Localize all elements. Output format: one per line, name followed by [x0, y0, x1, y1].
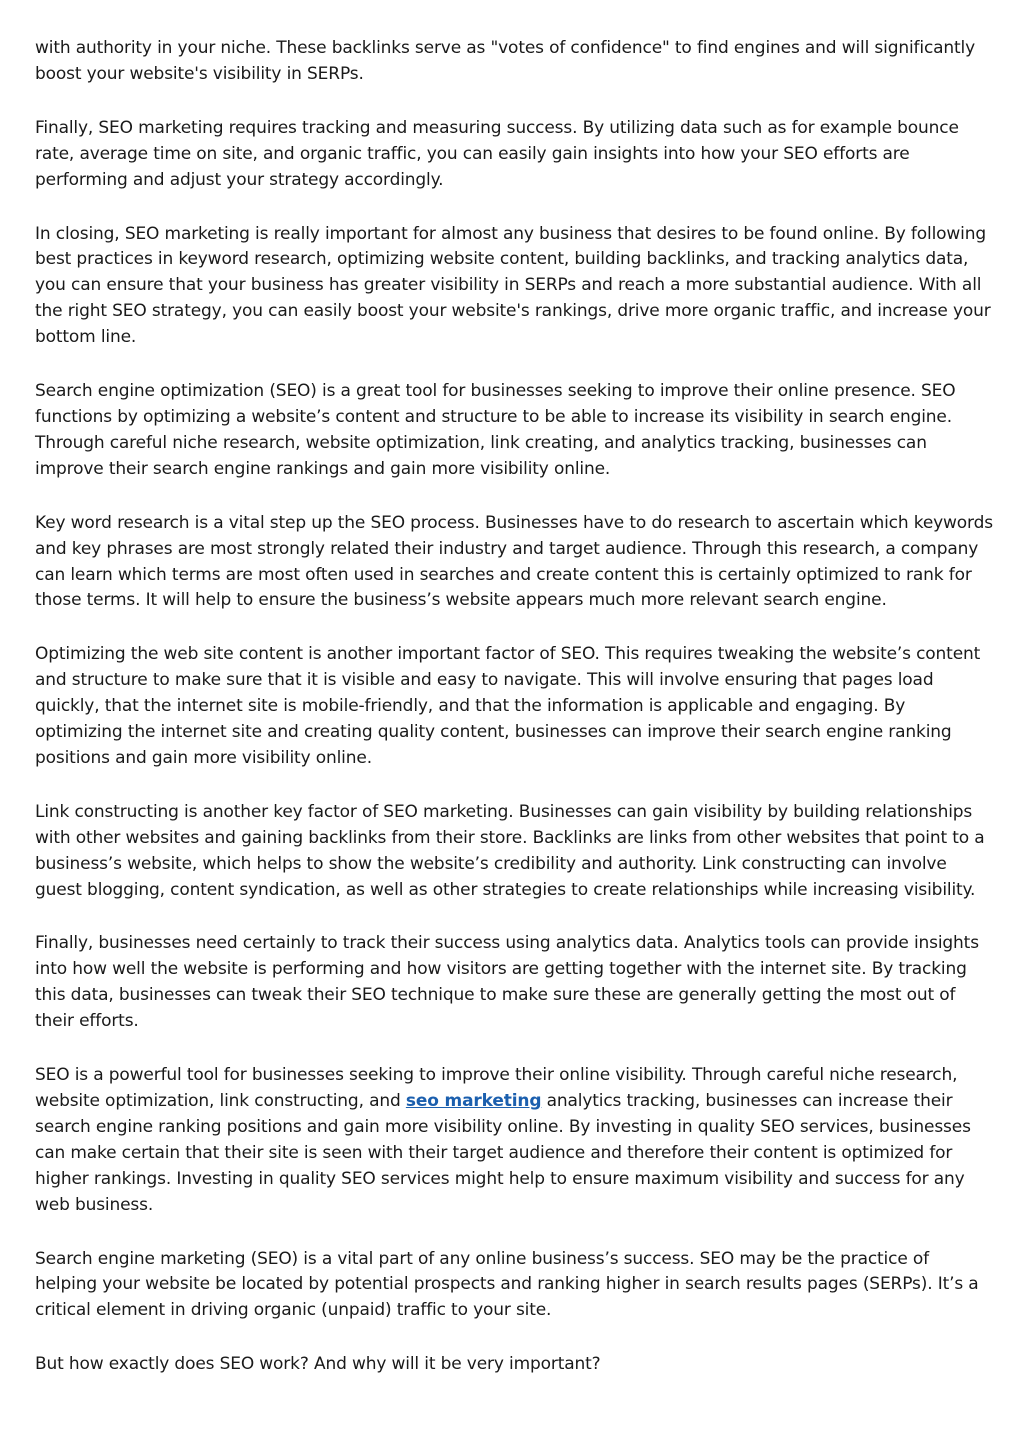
seo-marketing-link[interactable]: seo marketing: [405, 1091, 542, 1111]
paragraph-seo-services: [35, 1063, 993, 1218]
paragraph-keyword-research: Key word research is a vital step up the SEO process. Businesses have to do research to ascertain which keywords and key phrases are most strongly related their industry and target audience. Through this research, a company can learn which terms are most often used in searches and create content this is certainly optimized to rank for those terms. It will help to ensure the business’s website appears much more relevant search engine.: [35, 512, 993, 611]
paragraph-closing: In closing, SEO marketing is really important for almost any business that desires to be found online. By following best practices in keyword research, optimizing website content, building backlinks, and tracking analytics data, you can ensure that your business has greater visibility in SERPs and reach a more substantial audience. With all the right SEO strategy, you can easily boost your website's rankings, drive more organic traffic, and increase your bottom line.: [35, 223, 991, 348]
paragraph-analytics: Finally, businesses need certainly to track their success using analytics data. Analytics tools can provide insights into how well the website is performing and how visitors are getting together with the internet site. By tracking this data, businesses can tweak their SEO technique to make sure these are generally getting the most out of their efforts.: [35, 933, 979, 1032]
paragraph-content-optimization: Optimizing the web site content is another important factor of SEO. This requires tweaking the website’s content and structure to make sure that it is visible and easy to navigate. This will involve ensuring that pages load quickly, that the internet site is mobile-friendly, and that the information is applicable and engaging. By optimizing the internet site and creating quality content, businesses can improve their search engine ranking positions and gain more visibility online.: [35, 644, 981, 768]
paragraph-sem-definition: Search engine marketing (SEO) is a vital part of any online business’s success. SEO may be the practice of helping your website be located by potential prospects and ranking higher in search results pages (SERPs). It’s a critical element in driving organic (unpaid) traffic to your site.: [35, 1248, 979, 1321]
paragraph-tracking: Finally, SEO marketing requires tracking and measuring success. By utilizing data such as for example bounce rate, average time on site, and organic traffic, you can easily gain insights into how your SEO efforts are performing and adjust your strategy accordingly.: [35, 117, 959, 190]
paragraph-seo-services-before: SEO is a powerful tool for businesses seeking to improve their online visibility. Through careful niche research, website optimization, link constructing, and: [35, 1065, 958, 1111]
paragraph-seo-services-after: analytics tracking, businesses can increase their search engine ranking positions and gain more visibility online. By investing in quality SEO services, businesses can make certain that their site is seen with their target audience and therefore their content is optimized for higher rankings. Investing in quality SEO services might help to ensure maximum visibility and success for any web business.: [35, 1091, 971, 1215]
paragraph-backlinks: with authority in your niche. These backlinks serve as "votes of confidence" to find engines and will significantly boost your website's visibility in SERPs.: [35, 38, 976, 84]
paragraph-seo-intro: Search engine optimization (SEO) is a great tool for businesses seeking to improve their online presence. SEO functions by optimizing a website’s content and structure to be able to increase its visibility in search engine. Through careful niche research, website optimization, link creating, and analytics tracking, businesses can improve their search engine rankings and gain more visibility online.: [35, 381, 956, 479]
document-body: [35, 36, 993, 1406]
paragraph-question: But how exactly does SEO work? And why will it be very important?: [35, 1354, 601, 1375]
paragraph-link-building: Link constructing is another key factor of SEO marketing. Businesses can gain visibility by building relationships with other websites and gaining backlinks from their store. Backlinks are links from other websites that point to a business’s website, which helps to show the website’s credibility and authority. Link constructing can involve guest blogging, content syndication, as well as other strategies to create relationships while increasing visibility.: [35, 801, 985, 900]
